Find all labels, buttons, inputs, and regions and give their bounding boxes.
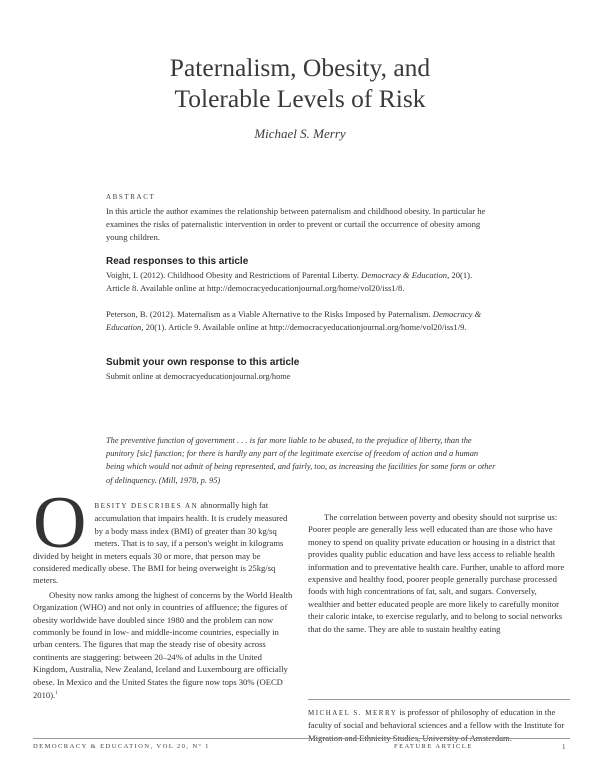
reference-2-details: 20(1). Article 9. Available online at http://democracyeducationjournal.org/home/vol20/iss1/9.	[145, 322, 467, 333]
body-column-left	[33, 482, 295, 701]
drop-cap: O	[33, 482, 87, 564]
body-column-right	[308, 511, 570, 635]
reference-1[interactable]	[106, 269, 496, 295]
author-name: Michael S. Merry	[254, 126, 346, 141]
footer-journal: DEMOCRACY & EDUCATION, VOL 20, Nº 1	[33, 743, 210, 750]
lead-smallcaps: BESITY DESCRIBES AN	[94, 502, 199, 510]
footer-divider	[33, 738, 570, 739]
author-note-divider	[308, 699, 570, 700]
footnote-mark[interactable]: 1	[55, 691, 58, 697]
body-paragraph-2-text: Obesity now ranks among the highest of concerns by the World Health Organization (WHO) and not only in countries of affluence; the figures of obesity worldwide have doubled since 1980 and the problem can now commonly be found in low- and middle-income countries, especially in urban centers. The figures that map the steady rise of obesity across continents are staggering: between 20–24% of adults in the United Kingdom, Australia, New Zealand, Iceland and Luxembourg are officially obese. In Mexico and the United States the figure now tops 30% (OECD 2010).	[33, 589, 293, 700]
reference-2-journal: Democracy & Education,	[106, 309, 482, 333]
author-note-name: MICHAEL S. MERRY	[308, 709, 398, 717]
body-paragraph-3: The correlation between poverty and obesity should not surprise us: Poorer people are generally less well educated than are those who have money to spend on quality private education or housing in a district that provides quality public education and have less access to reliable health information and to preventative health care. Further, unable to afford more expensive and healthy food, poorer people generally purchase processed foods with high concentrations of fat, salt, and sugars. Conversely, wealthier and better educated people are more likely to carefully monitor their caloric intake, to exercise regularly, and to belong to social networks that do the same. They are able to sustain healthy eating	[308, 512, 565, 634]
article-title	[0, 52, 600, 114]
submit-heading: Submit your own response to this article	[106, 357, 300, 368]
reference-1-authors: Voight, I. (2012). Childhood Obesity and Restrictions of Parental Liberty.	[106, 270, 360, 280]
title-line-1: Paternalism, Obesity, and	[169, 53, 431, 82]
page-number: 1	[562, 743, 566, 751]
reference-2-authors: Peterson, B. (2012). Maternalism as a Viable Alternative to the Risks Imposed by Paternalism.	[106, 309, 431, 319]
author-note-text: is professor of philosophy of education in the faculty of social and behavioral sciences and a fellow with the Institute for Migration and Ethnicity Studies, University of Amsterdam.	[308, 707, 565, 743]
responses-heading: Read responses to this article	[106, 256, 249, 267]
reference-1-journal: Democracy & Education,	[361, 270, 450, 280]
abstract-label: ABSTRACT	[106, 193, 156, 201]
footer-section: FEATURE ARTICLE	[394, 743, 473, 750]
epigraph-quote: The preventive function of government . . . is far more liable to be abused, to the prejudice of liberty, than the punitory [sic] function; for there is hardly any part of the legitimate exercise of freedom of action and a human being which would not admit of being represented, and fairly, too, as increasing the facilities for some form or other of delinquency. (Mill, 1978, p. 95)	[106, 436, 496, 485]
reference-1-details: 20(1). Article 8. Available online at http://democracyeducationjournal.org/home/vol20/iss1/8.	[106, 270, 473, 294]
submit-link[interactable]: Submit online at democracyeducationjournal.org/home	[106, 372, 291, 381]
body-paragraph-2	[33, 589, 295, 702]
reference-2[interactable]	[106, 308, 496, 334]
title-line-2: Tolerable Levels of Risk	[174, 84, 426, 113]
body-paragraph-1	[33, 482, 295, 587]
abstract-text: In this article the author examines the relationship between paternalism and childhood obesity. In particular he examines the risks of paternalistic intervention in order to prevent or curtail the occurrence of obesity among young children.	[106, 206, 486, 243]
body-paragraph-1-text: abnormally high fat accumulation that impairs health. It is crudely measured by a body mass index (BMI) of greater than 30 kg/sq meters. That is to say, if a person's weight in kilograms divided by height in meters equals 30 or more, that person may be considered medically obese. The BMI for being overweight is 25kg/sq meters.	[33, 500, 288, 586]
